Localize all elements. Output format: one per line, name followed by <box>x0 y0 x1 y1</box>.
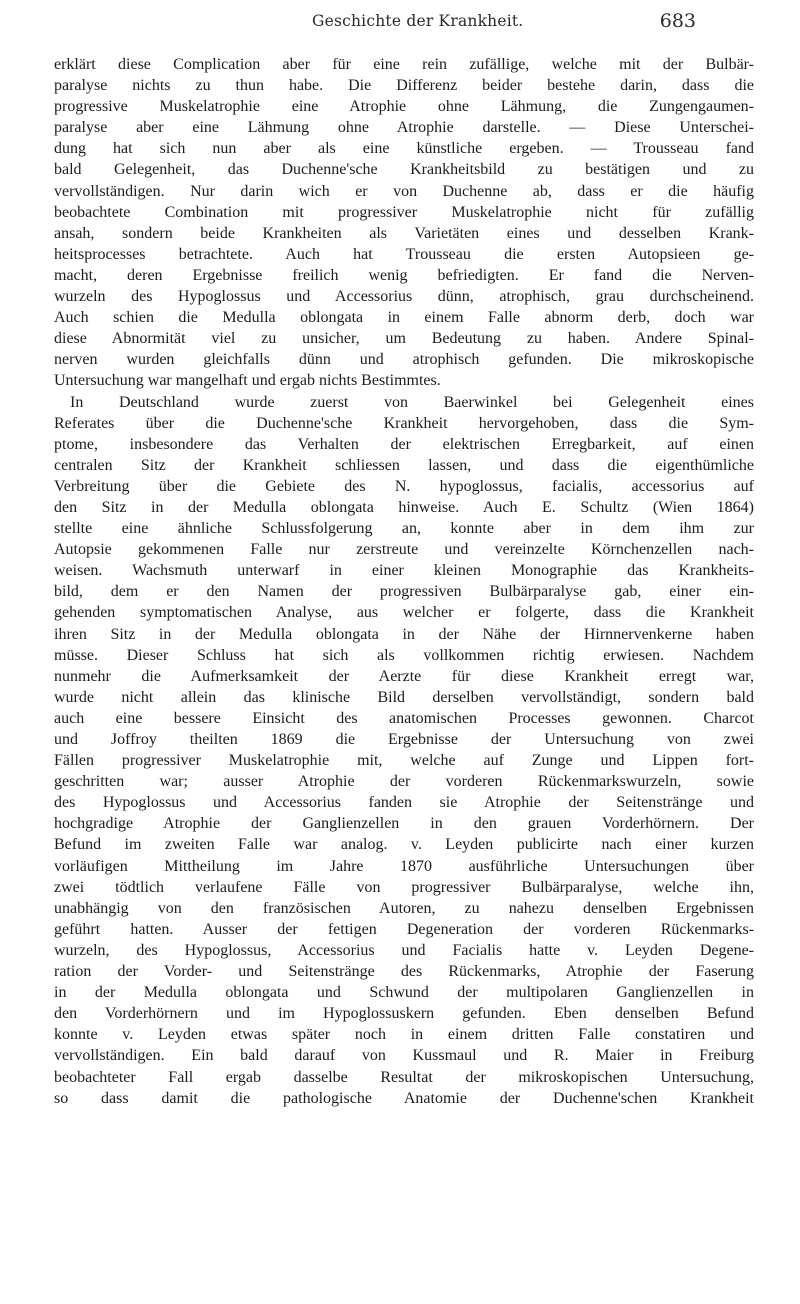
text-line: beobachtete Combination mit progressiver Muskelatrophie nicht für zufällig <box>54 203 754 221</box>
text-line: Fällen progressiver Muskelatrophie mit, welche auf Zunge und Lippen fort- <box>54 752 754 770</box>
text-line: In Deutschland wurde zuerst von Baerwinkel bei Gelegenheit eines <box>70 393 754 411</box>
text-line: vervollständigen. Ein bald darauf von Kussmaul und R. Maier in Freiburg <box>54 1047 754 1065</box>
text-line: heitsprocesses betrachtete. Auch hat Trousseau die ersten Autopsieen ge- <box>54 245 754 263</box>
text-line: Verbreitung über die Gebiete des N. hypoglossus, facialis, accessorius auf <box>54 477 754 495</box>
text-line: und Joffroy theilten 1869 die Ergebnisse der Untersuchung von zwei <box>54 731 754 748</box>
text-line: des Hypoglossus und Accessorius fanden sie Atrophie der Seitenstränge und <box>54 794 754 812</box>
text-line: geschritten war; ausser Atrophie der vorderen Rückenmarkswurzeln, sowie <box>54 773 754 791</box>
text-line: Referates über die Duchenne'sche Krankheit hervorgehoben, dass die Sym- <box>54 414 754 432</box>
text-line: müsse. Dieser Schluss hat sich als vollkommen richtig erwiesen. Nachdem <box>54 646 754 664</box>
text-line: dung hat sich nun aber als eine künstliche ergeben. — Trousseau fand <box>54 140 754 158</box>
text-line: ptome, insbesondere das Verhalten der elektrischen Erregbarkeit, auf einen <box>54 435 754 453</box>
text-line: zwei tödtlich verlaufene Fälle von progressiver Bulbärparalyse, welche ihn, <box>54 878 754 896</box>
text-line: paralyse nichts zu thun habe. Die Differenz beider bestehe darin, dass die <box>54 77 754 95</box>
text-line: stellte eine ähnliche Schlussfolgerung an, konnte aber in dem ihm zur <box>54 520 754 538</box>
text-line: wurzeln, des Hypoglossus, Accessorius und Facialis hatte v. Leyden Degene- <box>54 941 754 959</box>
header-title: Geschichte der Krankheit. <box>312 12 524 30</box>
page-number: 683 <box>659 10 696 32</box>
text-line: vorläufigen Mittheilung im Jahre 1870 ausführliche Untersuchungen über <box>54 857 754 875</box>
body-text <box>54 54 754 1109</box>
text-line: ration der Vorder- und Seitenstränge des Rückenmarks, Atrophie der Faserung <box>54 963 754 981</box>
text-line: Untersuchung war mangelhaft und ergab nichts Bestimmtes. <box>54 372 441 390</box>
text-line: so dass damit die pathologische Anatomie der Duchenne'schen Krankheit <box>54 1089 754 1107</box>
running-header <box>300 12 700 38</box>
text-line: Auch schien die Medulla oblongata in einem Falle abnorm derb, doch war <box>54 309 754 327</box>
text-line: vervollständigen. Nur darin wich er von Duchenne ab, dass er die häufig <box>54 182 754 200</box>
text-line: bild, dem er den Namen der progressiven Bulbärparalyse gab, einer ein- <box>54 583 754 601</box>
text-line: Befund im zweiten Falle war analog. v. Leyden publicirte nach einer kurzen <box>54 836 754 854</box>
text-line: nunmehr die Aufmerksamkeit der Aerzte für diese Krankheit erregt war, <box>54 667 754 685</box>
text-line: bald Gelegenheit, das Duchenne'sche Krankheitsbild zu bestätigen und zu <box>54 161 754 179</box>
text-line: Autopsie gekommenen Falle nur zerstreute und vereinzelte Körnchenzellen nach- <box>54 541 754 559</box>
text-line: wurde nicht allein das klinische Bild derselben vervollständigt, sondern bald <box>54 688 754 706</box>
text-line: macht, deren Ergebnisse freilich wenig befriedigten. Er fand die Nerven- <box>54 266 754 284</box>
text-line: auch eine bessere Einsicht des anatomischen Processes gewonnen. Charcot <box>54 709 754 727</box>
text-line: in der Medulla oblongata und Schwund der multipolaren Ganglienzellen in <box>54 984 754 1002</box>
text-line: beobachteter Fall ergab dasselbe Resultat der mikroskopischen Untersuchung, <box>54 1068 754 1086</box>
text-line: paralyse aber eine Lähmung ohne Atrophie darstelle. — Diese Unterschei- <box>54 119 754 137</box>
text-line: konnte v. Leyden etwas später noch in einem dritten Falle constatiren und <box>54 1026 754 1044</box>
text-line: wurzeln des Hypoglossus und Accessorius dünn, atrophisch, grau durchscheinend. <box>54 288 754 306</box>
text-line: ansah, sondern beide Krankheiten als Varietäten eines und desselben Krank- <box>54 224 754 242</box>
text-line: progressive Muskelatrophie eine Atrophie ohne Lähmung, die Zungengaumen- <box>54 98 754 116</box>
text-line: gehenden symptomatischen Analyse, aus welcher er folgerte, dass die Krankheit <box>54 604 754 622</box>
text-line: ihren Sitz in der Medulla oblongata in der Nähe der Hirnnervenkerne haben <box>54 625 754 643</box>
text-line: geführt hatten. Ausser der fettigen Degeneration der vorderen Rückenmarks- <box>54 920 754 938</box>
text-line: weisen. Wachsmuth unterwarf in einer kleinen Monographie das Krankheits- <box>54 562 754 580</box>
text-line: nerven wurden gleichfalls dünn und atrophisch gefunden. Die mikroskopische <box>54 351 754 369</box>
text-line: hochgradige Atrophie der Ganglienzellen in den grauen Vorderhörnern. Der <box>54 815 754 833</box>
text-line: den Vorderhörnern und im Hypoglossuskern gefunden. Eben denselben Befund <box>54 1005 754 1023</box>
text-line: unabhängig von den französischen Autoren, zu nahezu denselben Ergebnissen <box>54 899 754 917</box>
text-line: den Sitz in der Medulla oblongata hinweise. Auch E. Schultz (Wien 1864) <box>54 498 754 516</box>
text-line: erklärt diese Complication aber für eine rein zufällige, welche mit der Bulbär- <box>54 56 754 73</box>
text-line: diese Abnormität viel zu unsicher, um Bedeutung zu haben. Andere Spinal- <box>54 330 754 348</box>
text-line: centralen Sitz der Krankheit schliessen lassen, und dass die eigenthümliche <box>54 456 754 474</box>
